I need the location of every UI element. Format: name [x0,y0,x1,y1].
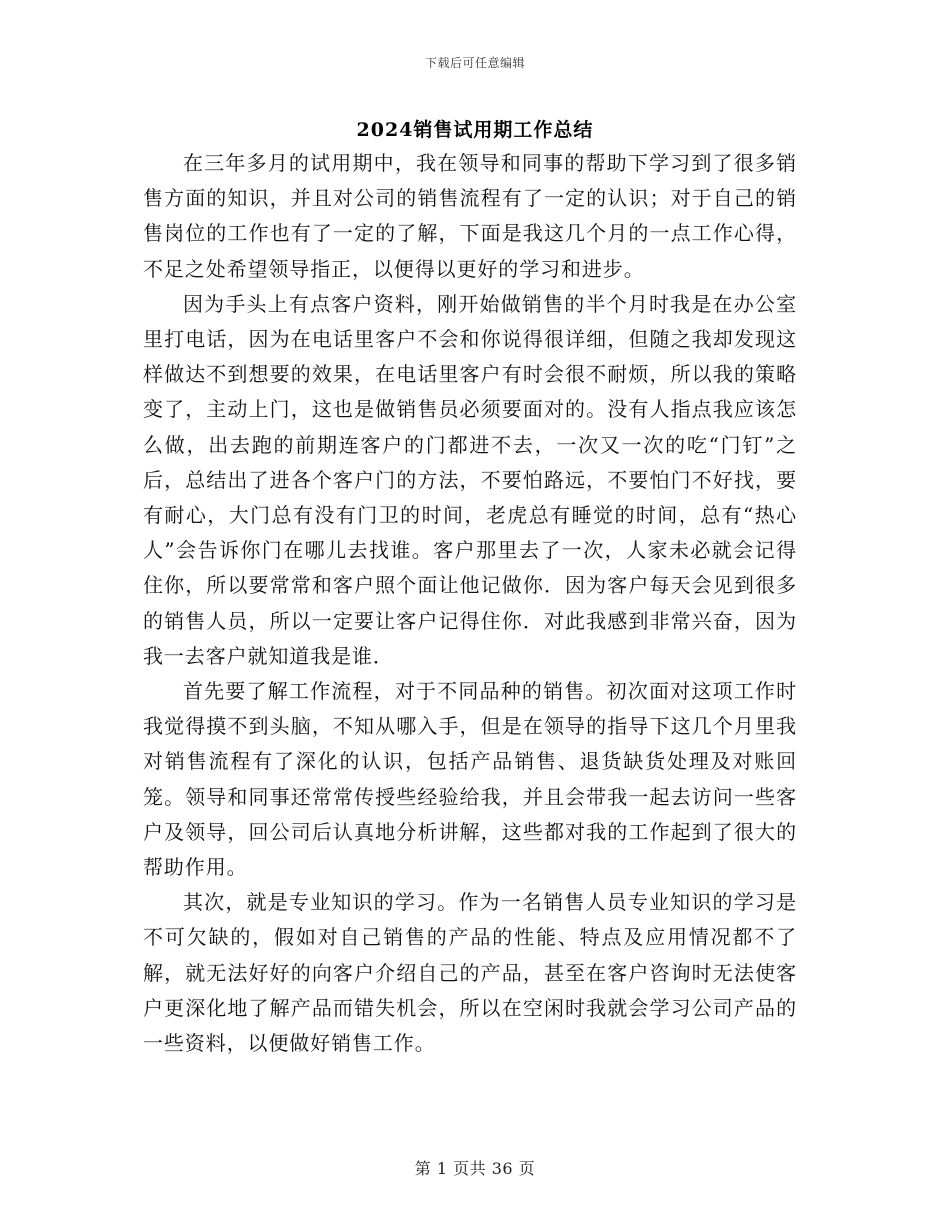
paragraph-3: 首先要了解工作流程，对于不同品种的销售。初次面对这项工作时我觉得摸不到头脑，不知从哪入手，但是在领导的指导下这几个月里我对销售流程有了深化的认识，包括产品销售、退货缺货处理及对账回笼。领导和同事还常常传授些经验给我，并且会带我一起去访问一些客户及领导，回公司后认真地分析讲解，这些都对我的工作起到了很大的帮助作用。 [143,679,797,880]
paragraph-1: 在三年多月的试用期中，我在领导和同事的帮助下学习到了很多销售方面的知识，并且对公司的销售流程有了一定的认识；对于自己的销售岗位的工作也有了一定的了解，下面是我这几个月的一点工作心得，不足之处希望领导指正，以便得以更好的学习和进步。 [143,151,797,281]
header-note: 下载后可任意编辑 [424,56,525,70]
paragraph-4: 其次，就是专业知识的学习。作为一名销售人员专业知识的学习是不可欠缺的，假如对自己销售的产品的性能、特点及应用情况都不了解，就无法好好的向客户介绍自己的产品，甚至在客户咨询时无法使客户更深化地了解产品而错失机会，所以在空闲时我就会学习公司产品的一些资料，以便做好销售工作。 [143,890,797,1056]
paragraph-2: 因为手头上有点客户资料，刚开始做销售的半个月时我是在办公室里打电话，因为在电话里客户不会和你说得很详细，但随之我却发现这样做达不到想要的效果，在电话里客户有时会很不耐烦，所以我的策略变了，主动上门，这也是做销售员必须要面对的。没有人指点我应该怎么做，出去跑的前期连客户的门都进不去，一次又一次的吃“门钉”之后，总结出了进各个客户门的方法，不要怕路远，不要怕门不好找，要有耐心，大门总有没有门卫的时间，老虎总有睡觉的时间，总有“热心人”会告诉你门在哪儿去找谁。客户那里去了一次，人家未必就会记得住你，所以要常常和客户照个面让他记做你．因为客户每天会见到很多的销售人员，所以一定要让客户记得住你．对此我感到非常兴奋，因为我一去客户就知道我是谁． [143,291,797,668]
document-body [143,146,797,1061]
page-number: 第 1 页共 36 页 [414,1159,536,1178]
document-title: 2024销售试用期工作总结 [356,119,594,141]
